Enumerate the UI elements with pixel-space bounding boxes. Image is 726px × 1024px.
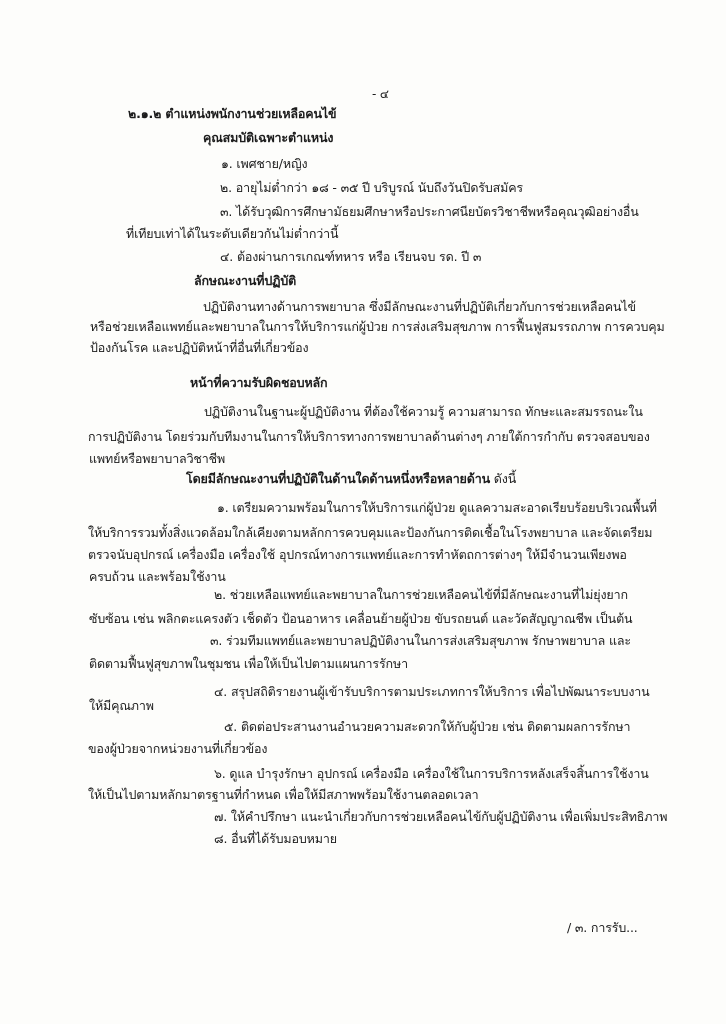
duty-1-line-1: ๑. เตรียมความพร้อมในการให้บริการแก่ผู้ป่วย ดูแลความสะอาดเรียบร้อยบริเวณพื้นที่ <box>217 500 657 515</box>
page-number: - ๔ <box>372 87 389 101</box>
responsibilities-heading: หน้าที่ความรับผิดชอบหลัก <box>190 375 328 390</box>
duty-1-line-3: ตรวจนับอุปกรณ์ เครื่องมือ เครื่องใช้ อุปกรณ์ทางการแพทย์และการทำหัตถการต่างๆ ให้มีจำนวนเพียงพอ <box>88 547 627 562</box>
work-nature-line-1: ปฏิบัติงานทางด้านการพยาบาล ซึ่งมีลักษณะงานที่ปฏิบัติเกี่ยวกับการช่วยเหลือคนไข้ <box>203 299 636 314</box>
work-nature-line-2: หรือช่วยเหลือแพทย์และพยาบาลในการให้บริการแก่ผู้ป่วย การส่งเสริมสุขภาพ การฟื้นฟูสมรรถภาพ การควบคุม <box>90 319 665 334</box>
duty-3-line-2: ติดตามฟื้นฟูสุขภาพในชุมชน เพื่อให้เป็นไปตามแผนการรักษา <box>89 656 408 671</box>
duties-heading <box>186 471 516 487</box>
duties-heading-bold: โดยมีลักษณะงานที่ปฏิบัติในด้านใดด้านหนึ่งหรือหลายด้าน <box>186 471 490 486</box>
page-continuation: / ๓. การรับ... <box>567 920 638 935</box>
responsibilities-line-2: การปฏิบัติงาน โดยร่วมกับทีมงานในการให้บริการทางการพยาบาลด้านต่างๆ ภายใต้การกำกับ ตรวจสอบของ <box>88 429 650 444</box>
duty-4-line-1: ๔. สรุปสถิติรายงานผู้เข้ารับบริการตามประเภทการให้บริการ เพื่อไปพัฒนาระบบงาน <box>214 684 650 699</box>
duty-3-line-1: ๓. ร่วมทีมแพทย์และพยาบาลปฏิบัติงานในการส่งเสริมสุขภาพ รักษาพยาบาล และ <box>210 633 631 648</box>
qualification-item-4: ๔. ต้องผ่านการเกณฑ์ทหาร หรือ เรียนจบ รด. ปี ๓ <box>220 249 482 264</box>
duty-7: ๗. ให้คำปรึกษา แนะนำเกี่ยวกับการช่วยเหลือคนไข้กับผู้ปฏิบัติงาน เพื่อเพิ่มประสิทธิภาพ <box>214 809 668 824</box>
duty-5-line-2: ของผู้ป่วยจากหน่วยงานที่เกี่ยวข้อง <box>88 741 268 756</box>
duty-2-line-1: ๒. ช่วยเหลือแพทย์และพยาบาลในการช่วยเหลือคนไข้ที่มีลักษณะงานที่ไม่ยุ่งยาก <box>214 587 628 602</box>
responsibilities-line-3: แพทย์หรือพยาบาลวิชาชีพ <box>89 451 226 466</box>
duty-6-line-1: ๖. ดูแล บำรุงรักษา อุปกรณ์ เครื่องมือ เครื่องใช้ในการบริการหลังเสร็จสิ้นการใช้งาน <box>214 766 649 781</box>
duty-4-line-2: ให้มีคุณภาพ <box>89 698 154 713</box>
work-nature-line-3: ป้องกันโรค และปฏิบัติหน้าที่อื่นที่เกี่ยวข้อง <box>90 340 309 355</box>
responsibilities-line-1: ปฏิบัติงานในฐานะผู้ปฏิบัติงาน ที่ต้องใช้ความรู้ ความสามารถ ทักษะและสมรรถนะใน <box>204 404 643 419</box>
duty-2-line-2: ซับซ้อน เช่น พลิกตะแครงตัว เช็ดตัว ป้อนอาหาร เคลื่อนย้ายผู้ป่วย ขับรถยนต์ และวัดสัญญาณชีพ เป็นต้น <box>89 611 633 626</box>
qualification-item-2: ๒. อายุไม่ต่ำกว่า ๑๘ - ๓๕ ปี บริบูรณ์ นับถึงวันปิดรับสมัคร <box>220 180 523 195</box>
position-heading: ๒.๑.๒ ตำแหน่งพนักงานช่วยเหลือคนไข้ <box>128 106 337 121</box>
qualification-item-3-cont: ที่เทียบเท่าได้ในระดับเดียวกันไม่ต่ำกว่านี้ <box>126 226 339 241</box>
duty-8: ๘. อื่นที่ได้รับมอบหมาย <box>214 831 337 846</box>
qualification-item-1: ๑. เพศชาย/หญิง <box>221 156 308 171</box>
duty-1-line-2: ให้บริการรวมทั้งสิ่งแวดล้อมใกล้เคียงตามหลักการควบคุมและป้องกันการติดเชื้อในโรงพยาบาล และจัดเตรียม <box>88 525 653 540</box>
qualifications-heading: คุณสมบัติเฉพาะตำแหน่ง <box>203 130 334 145</box>
duties-heading-rest: ดังนี้ <box>493 471 517 486</box>
duty-6-line-2: ให้เป็นไปตามหลักมาตรฐานที่กำหนด เพื่อให้มีสภาพพร้อมใช้งานตลอดเวลา <box>88 787 479 802</box>
qualification-item-3: ๓. ได้รับวุฒิการศึกษามัธยมศึกษาหรือประกาศนียบัตรวิชาชีพหรือคุณวุฒิอย่างอื่น <box>220 204 639 219</box>
work-nature-heading: ลักษณะงานที่ปฏิบัติ <box>194 273 297 288</box>
duty-5-line-1: ๕. ติดต่อประสานงานอำนวยความสะดวกให้กับผู้ป่วย เช่น ติดตามผลการรักษา <box>224 719 631 734</box>
duty-1-line-4: ครบถ้วน และพร้อมใช้งาน <box>89 569 226 584</box>
